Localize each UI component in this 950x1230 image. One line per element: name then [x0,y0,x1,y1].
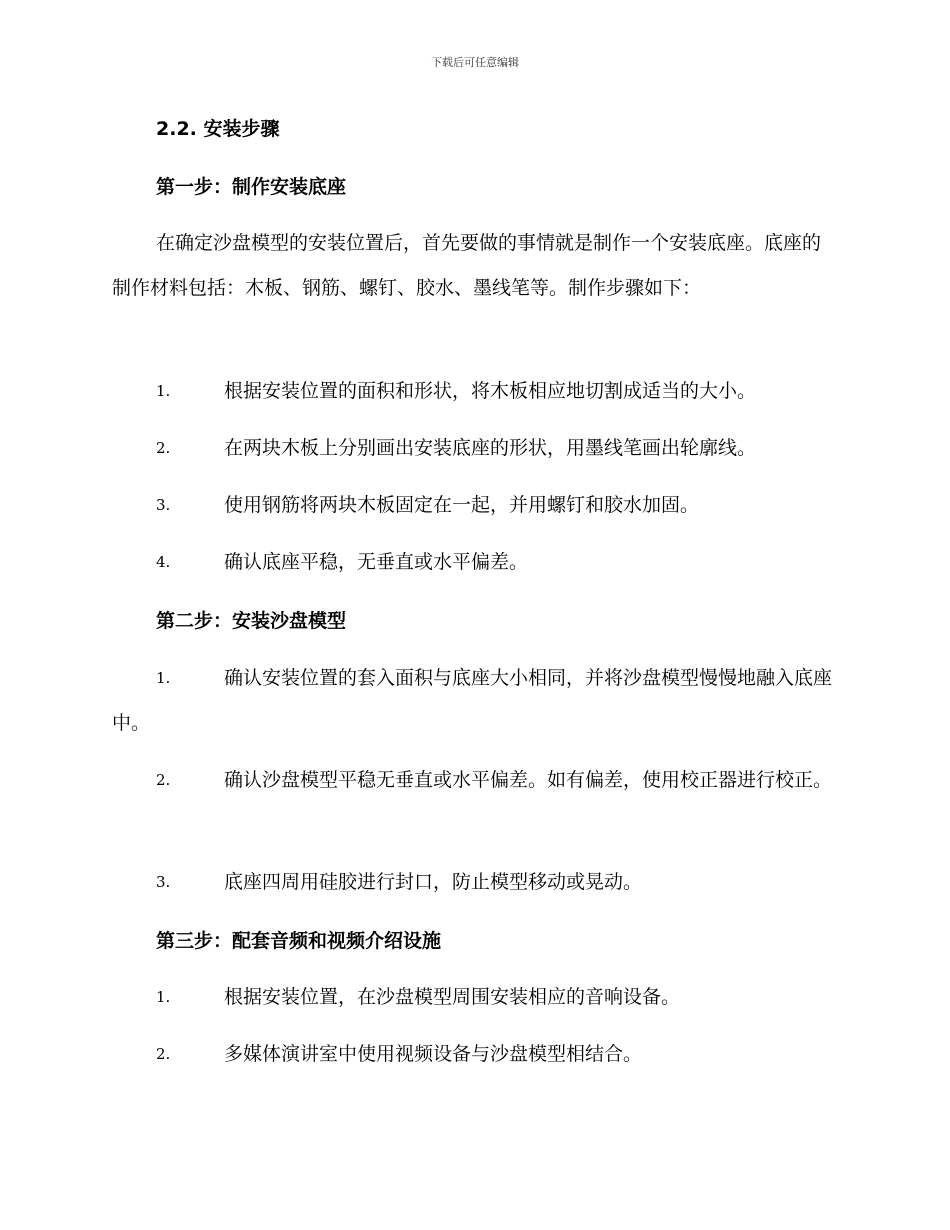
list-item-text: 确认底座平稳，无垂直或水平偏差。 [224,551,529,573]
list-item [112,369,832,414]
list-item [112,540,832,585]
list-item [112,426,832,471]
list-item-text: 多媒体演讲室中使用视频设备与沙盘模型相结合。 [224,1043,643,1065]
list-item-text: 确认安装位置的套入面积与底座大小相同，并将沙盘模型慢慢地融入底座中。 [112,667,833,734]
page-header-note: 下载后可任意编辑 [431,56,519,69]
list-item-text: 使用钢筋将两块木板固定在一起，并用螺钉和胶水加固。 [224,494,700,516]
step2-title: 第二步：安装沙盘模型 [156,610,347,632]
list-item-number: 4. [156,553,171,571]
step1-title: 第一步：制作安装底座 [156,176,347,198]
list-item [112,1032,832,1077]
list-item-text: 根据安装位置，在沙盘模型周围安装相应的音响设备。 [224,986,681,1008]
step1-intro-paragraph: 在确定沙盘模型的安装位置后，首先要做的事情就是制作一个安装底座。底座的制作材料包括：木板、钢筋、螺钉、胶水、墨线笔等。制作步骤如下： [112,232,822,299]
list-item [112,758,832,803]
list-item-number: 3. [156,873,171,891]
list-item-text: 根据安装位置的面积和形状，将木板相应地切割成适当的大小。 [224,380,757,402]
list-item [112,656,832,746]
list-item-number: 2. [156,771,171,789]
list-item-text: 在两块木板上分别画出安装底座的形状，用墨线笔画出轮廓线。 [224,437,757,459]
list-item-number: 1. [156,988,171,1006]
list-item [112,483,832,528]
list-item [112,860,832,905]
list-item-number: 1. [156,669,171,687]
list-item-text: 底座四周用硅胶进行封口，防止模型移动或晃动。 [224,871,643,893]
step3-title: 第三步：配套音频和视频介绍设施 [156,930,442,952]
list-item-number: 2. [156,439,171,457]
list-item-number: 1. [156,382,171,400]
section-title: 2.2. 安装步骤 [156,118,280,140]
list-item-number: 2. [156,1045,171,1063]
list-item-text: 确认沙盘模型平稳无垂直或水平偏差。如有偏差，使用校正器进行校正。 [224,769,833,791]
list-item [112,975,832,1020]
list-item-number: 3. [156,496,171,514]
